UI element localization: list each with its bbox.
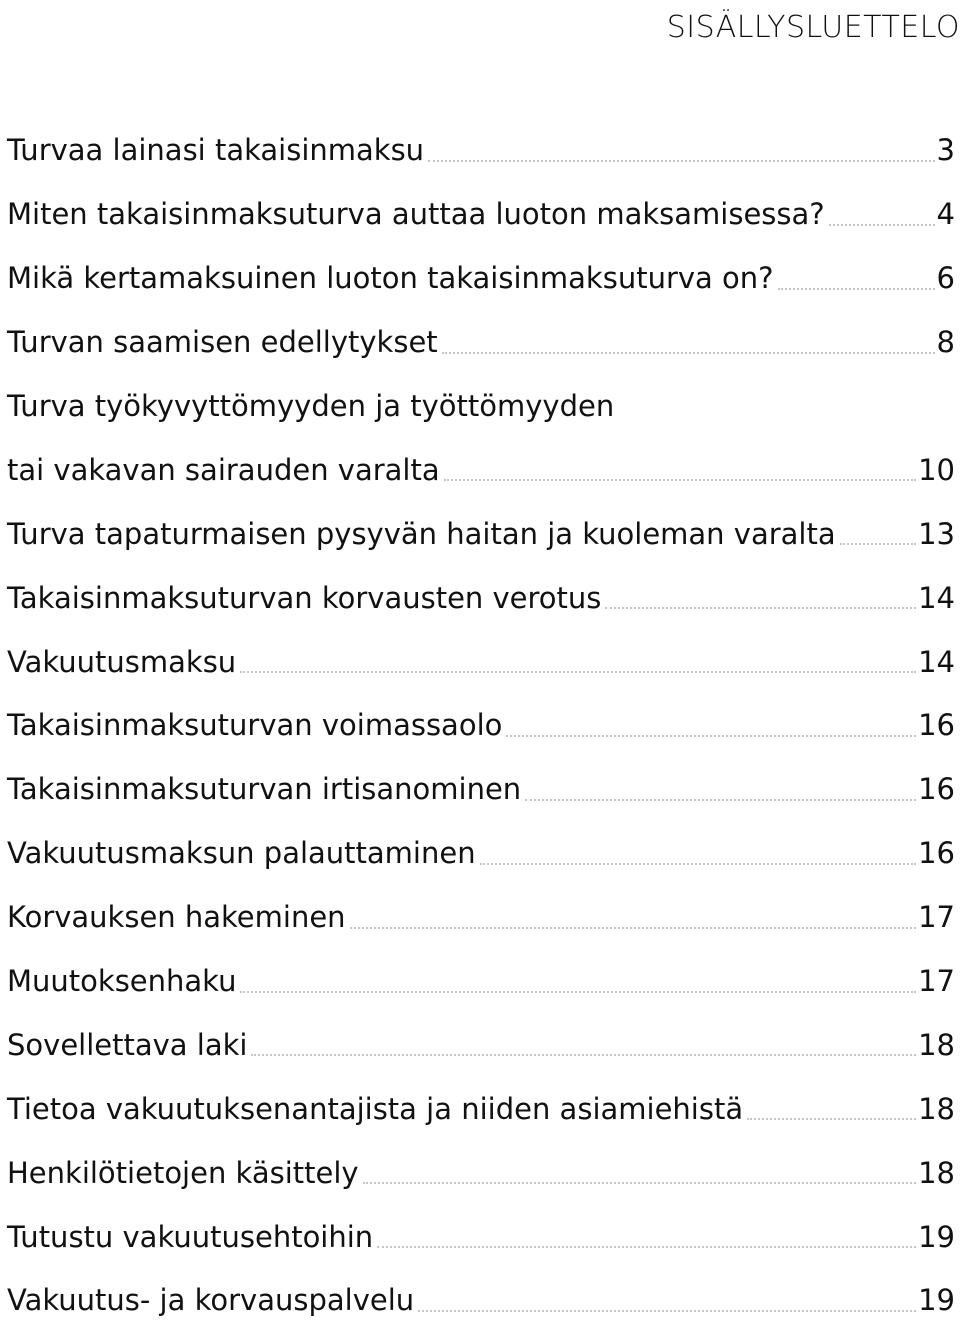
toc-entry[interactable] <box>7 950 955 1014</box>
toc-entry-page: 19 <box>918 1283 955 1318</box>
dot-leader <box>525 799 916 801</box>
toc-entry-title: Vakuutusmaksu <box>7 644 237 679</box>
toc-entry-page: 16 <box>918 836 955 871</box>
dot-leader <box>480 863 917 865</box>
toc-entry[interactable] <box>7 311 955 375</box>
toc-entry-page: 16 <box>918 708 955 743</box>
toc-entry-page: 14 <box>918 644 955 679</box>
toc-entry-page: 13 <box>918 516 955 551</box>
toc-entry-title: Turva työkyvyttömyyden ja työttömyyden <box>7 389 615 423</box>
toc-entry-page: 18 <box>918 1155 955 1190</box>
dot-leader <box>240 671 916 673</box>
toc-entry-title: Muutoksenhaku <box>7 964 237 999</box>
toc-entry-title: Turva tapaturmaisen pysyvän haitan ja kuoleman varalta <box>7 516 836 551</box>
dot-leader <box>506 735 916 737</box>
toc-entry-title: Turvan saamisen edellytykset <box>7 325 438 360</box>
dot-leader <box>363 1182 917 1184</box>
dot-leader <box>747 1118 916 1120</box>
toc-entry-title: tai vakavan sairauden varalta <box>7 452 440 487</box>
toc-entry-page: 14 <box>918 580 955 615</box>
toc-entry-title: Miten takaisinmaksuturva auttaa luoton maksamisessa? <box>7 197 825 232</box>
toc-entry-title: Turvaa lainasi takaisinmaksu <box>7 133 425 168</box>
toc-entry-continued[interactable] <box>7 375 955 439</box>
dot-leader <box>428 160 934 162</box>
toc-entry-title: Sovellettava laki <box>7 1027 248 1062</box>
toc-entry-title: Mikä kertamaksuinen luoton takaisinmaksuturva on? <box>7 261 774 296</box>
toc-entry-page: 16 <box>918 772 955 807</box>
toc-entry-title: Korvauksen hakeminen <box>7 900 346 935</box>
dot-leader <box>442 352 935 354</box>
table-of-contents <box>7 119 955 1333</box>
toc-entry[interactable] <box>7 119 955 183</box>
toc-entry[interactable] <box>7 1013 955 1077</box>
toc-entry-page: 4 <box>936 197 955 232</box>
toc-entry[interactable] <box>7 183 955 247</box>
toc-entry[interactable] <box>7 502 955 566</box>
toc-entry[interactable] <box>7 1269 955 1333</box>
toc-entry[interactable] <box>7 758 955 822</box>
dot-leader <box>840 543 916 545</box>
dot-leader <box>444 479 916 481</box>
toc-entry-page: 8 <box>936 325 955 360</box>
toc-entry[interactable] <box>7 694 955 758</box>
toc-entry-page: 18 <box>918 1027 955 1062</box>
toc-entry[interactable] <box>7 822 955 886</box>
toc-entry-page: 18 <box>918 1091 955 1126</box>
toc-entry-title: Tietoa vakuutuksenantajista ja niiden asiamiehistä <box>7 1091 744 1126</box>
toc-entry-title: Vakuutus- ja korvauspalvelu <box>7 1283 415 1318</box>
toc-entry-page: 17 <box>918 964 955 999</box>
dot-leader <box>251 1054 916 1056</box>
toc-entry[interactable] <box>7 1077 955 1141</box>
dot-leader <box>829 224 935 226</box>
toc-entry-title: Takaisinmaksuturvan voimassaolo <box>7 708 503 743</box>
dot-leader <box>240 991 916 993</box>
page-title: SISÄLLYSLUETTELO <box>666 10 960 45</box>
toc-entry[interactable] <box>7 566 955 630</box>
toc-entry-page: 6 <box>936 261 955 296</box>
dot-leader <box>377 1246 916 1248</box>
toc-entry[interactable] <box>7 1141 955 1205</box>
toc-entry[interactable] <box>7 886 955 950</box>
toc-entry-page: 17 <box>918 900 955 935</box>
toc-entry-title: Takaisinmaksuturvan korvausten verotus <box>7 580 602 615</box>
toc-entry-page: 10 <box>918 452 955 487</box>
toc-entry[interactable] <box>7 438 955 502</box>
toc-entry-title: Tutustu vakuutusehtoihin <box>7 1219 374 1254</box>
toc-entry[interactable] <box>7 1205 955 1269</box>
toc-entry-title: Takaisinmaksuturvan irtisanominen <box>7 772 522 807</box>
toc-entry-title: Vakuutusmaksun palauttaminen <box>7 836 476 871</box>
toc-entry-page: 19 <box>918 1219 955 1254</box>
dot-leader <box>350 927 917 929</box>
toc-entry[interactable] <box>7 630 955 694</box>
dot-leader <box>418 1310 916 1312</box>
dot-leader <box>605 607 916 609</box>
toc-entry-title: Henkilötietojen käsittely <box>7 1155 359 1190</box>
toc-entry[interactable] <box>7 247 955 311</box>
dot-leader <box>778 288 935 290</box>
toc-entry-page: 3 <box>936 133 955 168</box>
